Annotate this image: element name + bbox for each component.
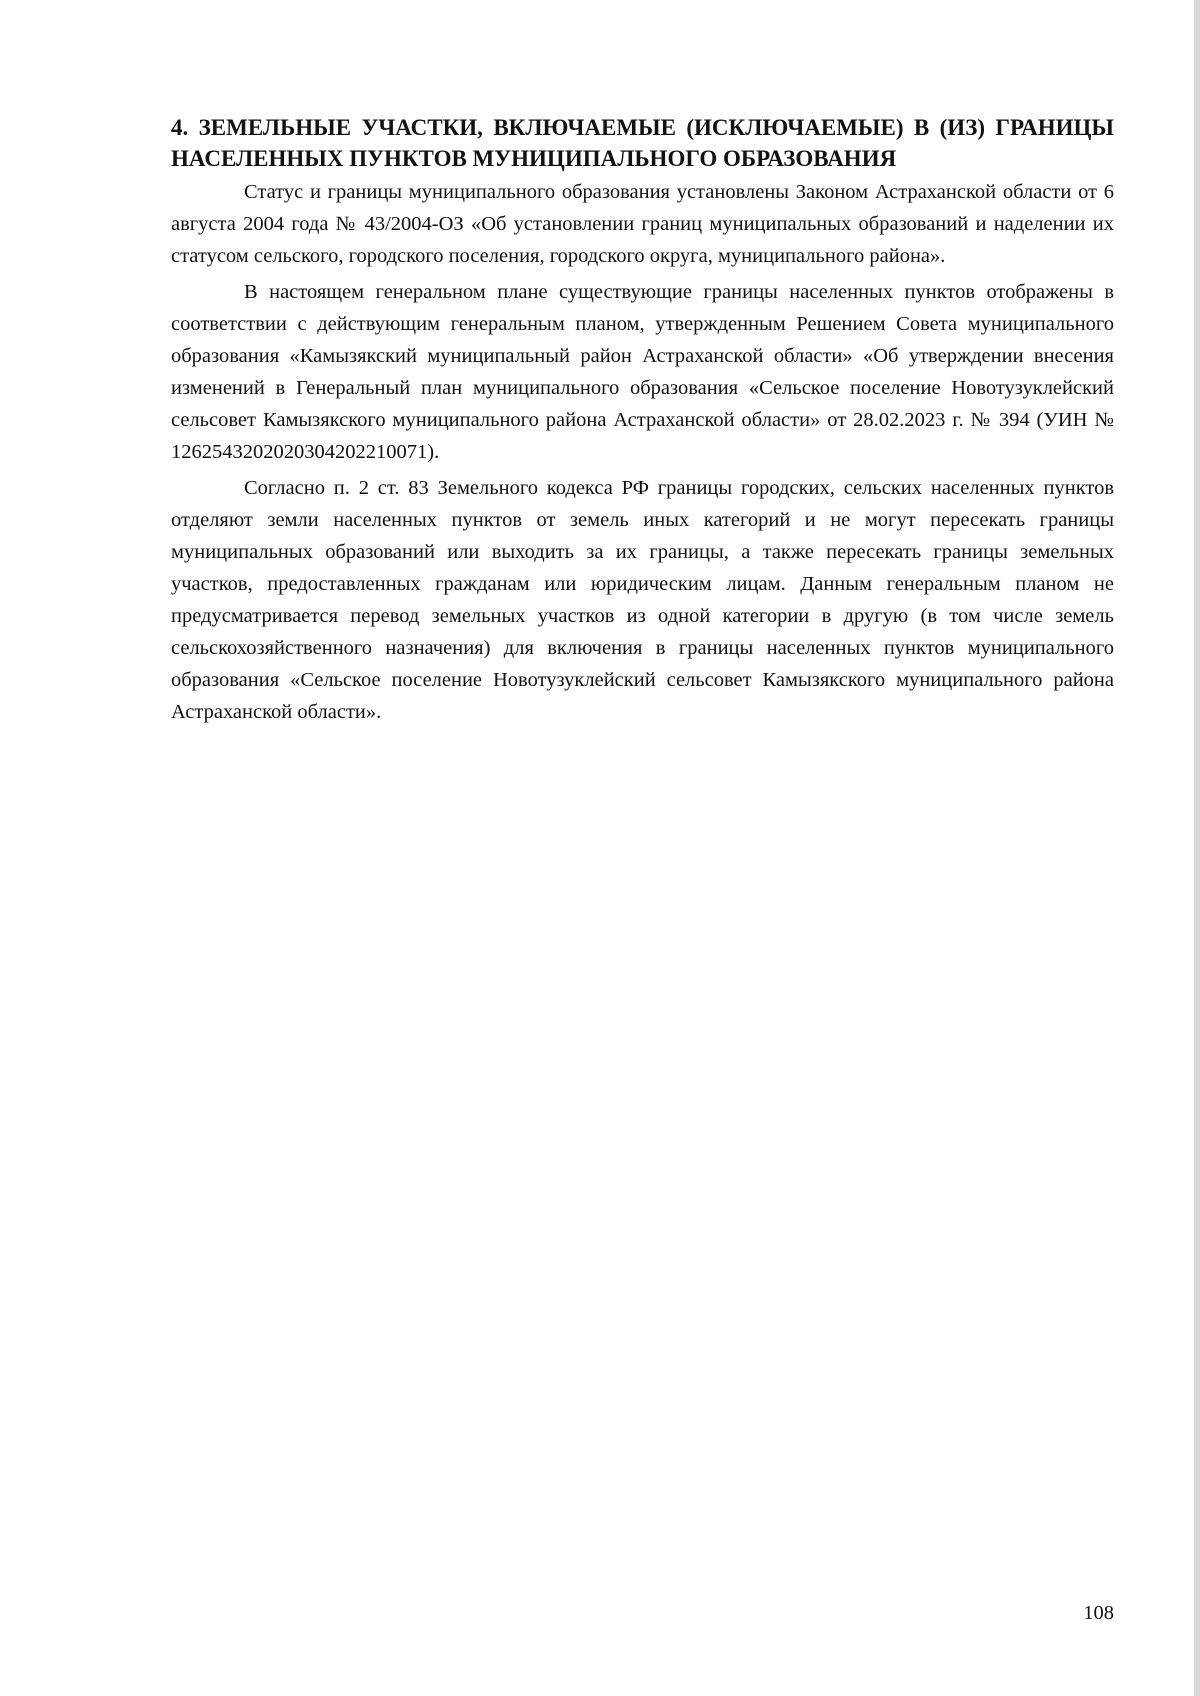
paragraph-existing-boundaries: В настоящем генеральном плане существующие границы населенных пунктов отображены в соответствии с действующим генеральным планом, утвержденным Решением Совета муниципального образования «Камызякский муниципальный район Астраханской области» «Об утверждении внесения изменений в Генеральный план муниципального образования «Сельское поселение Новотузуклейский сельсовет Камызякского муниципального района Астраханской области» от 28.02.2023 г. № 394 (УИН № 1262543202020304202210071).: [171, 281, 1114, 463]
page-edge-shadow: [1194, 0, 1200, 1696]
paragraph-land-code: Согласно п. 2 ст. 83 Земельного кодекса РФ границы городских, сельских населенных пунктов отделяют земли населенных пунктов от земель иных категорий и не могут пересекать границы муниципальных образований или выходить за их границы, а также пересекать границы земельных участков, предоставленных гражданам или юридическим лицам. Данным генеральным планом не предусматривается перевод земельных участков из одной категории в другую (в том числе земель сельскохозяйственного назначения) для включения в границы населенных пунктов муниципального образования «Сельское поселение Новотузуклейский сельсовет Камызякского муниципального района Астраханской области».: [171, 477, 1114, 723]
paragraph-municipal-status: Статус и границы муниципального образования установлены Законом Астраханской области от 6 августа 2004 года № 43/2004-ОЗ «Об установлении границ муниципальных образований и наделении их статусом сельского, городского поселения, городского округа, муниципального района».: [171, 181, 1114, 267]
document-body: [171, 112, 1114, 732]
section-heading: 4. ЗЕМЕЛЬНЫЕ УЧАСТКИ, ВКЛЮЧАЕМЫЕ (ИСКЛЮЧАЕМЫЕ) В (ИЗ) ГРАНИЦЫ НАСЕЛЕННЫХ ПУНКТОВ МУНИЦИПАЛЬНОГО ОБРАЗОВАНИЯ: [171, 115, 1114, 171]
page-number: 108: [1083, 1602, 1114, 1624]
